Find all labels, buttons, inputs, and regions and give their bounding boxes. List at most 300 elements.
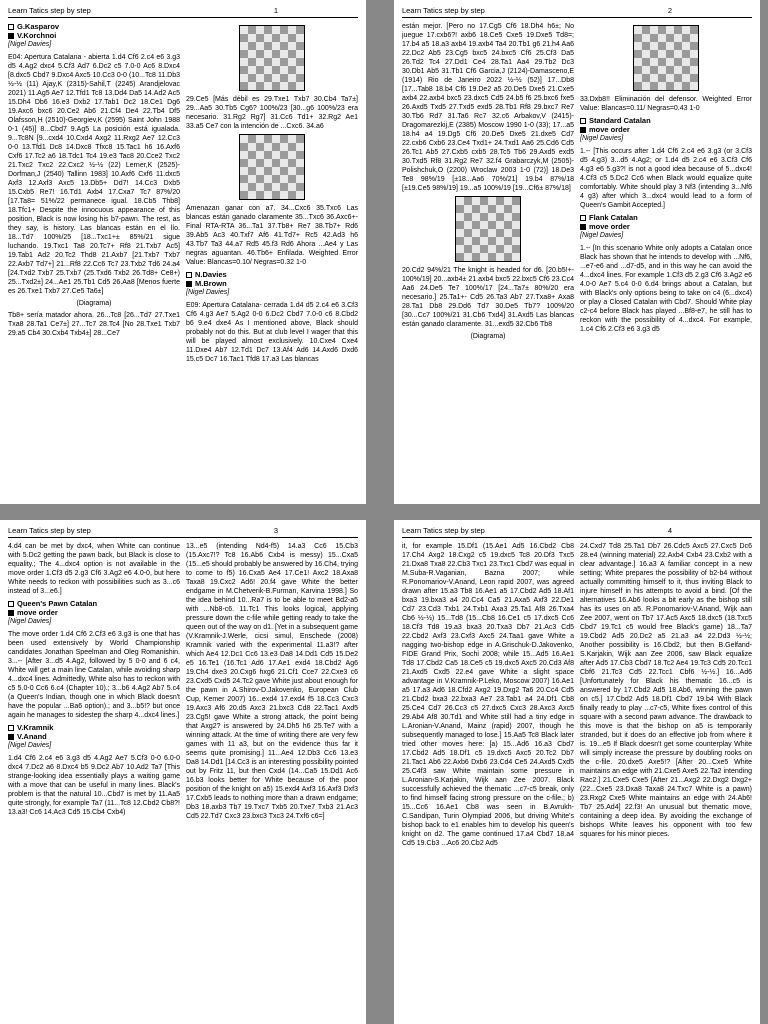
board-square xyxy=(464,197,472,205)
right-column xyxy=(186,542,358,824)
board-square xyxy=(272,167,280,175)
annotator: [Nigel Davies] xyxy=(580,135,624,142)
game-text: están mejor. [Pero no 17.Cg5 Cf6 18.Dh4 h6±; No juegue 17.cxb6?! axb6 18.Ce5 Cxe5 19.Dxe5 Td8=; 17.b4 a5 18.a3 axb4 19.axb4 Ta4 20.Tb1 g6 21.h4 Aa6 22.Dc2 Ab5 23.Cg5 bxc5 24.bxc5 Cf6 25.Cf3 Da5 26.Td2 Tc4 27.Dd1 Ce4 28.Ta1 Aa4 29.Tb2 Dc3 30.Db1 Ab5 31.Tb1 Cf6 Garcia,J (2124)-Damasceno,E (1914) Rio de Janeiro 2022 ½-½ (52)] 17...Db8 [17...Tab8 18.b4 Cf6 19.De2 a5 20.De5 Dxe5 21.Cxe5 axb4 22.axb4 bxc5 23.dxc5 Cd5 24.b5 f6 25.bxc6 fxe5 26.Axd5 Txd5 27.Txd5 exd5 28.Tb1 Rf8 29.bxc7 Re7 30.Tb6 Rd7 31.Ta6 Rc7 32.c6 Arbakov,V (2415)-Dragomarezkij,E (2385) Moscow 1990 1-0 (33); 17...a5 18.h4 a4 19.Dg5 Cf6 20.De5 Dxe5 21.dxe5 Cd7 22.cxb6 Cxb6 23.Ce4 Txd1+ 24.Txd1 Aa6 25.Cd6 Cd5 26.Tc1 Ab5 27.Cxb5 cxb5 28.Tc5 Tb6 29.Axd5 exd5 30.Txd5 Rf8 31.Rg2 Re7 32.f4 Grabarczyk,M (2505)-Polishchuk,O (2200) Wroclaw 2003 1-0 (72)] 18.De3 Te8 98%/19 [±18...Aa6 70%/21] 19.b4 87%/18 [±19.Ce5 98%/19] 19...a5 100%/19 [19...Cf6± 87%/18] xyxy=(402,23,574,192)
board-square xyxy=(464,221,472,229)
board-square xyxy=(256,66,264,74)
board-square xyxy=(512,197,520,205)
game-header xyxy=(186,270,358,297)
board-square xyxy=(288,175,296,183)
board-square xyxy=(264,66,272,74)
board-square xyxy=(288,135,296,143)
board-square xyxy=(264,74,272,82)
board-square xyxy=(674,66,682,74)
board-square xyxy=(296,58,304,66)
board-square xyxy=(658,34,666,42)
board-square xyxy=(256,74,264,82)
chess-board-diagram xyxy=(455,196,521,262)
board-square xyxy=(488,245,496,253)
board-square xyxy=(264,26,272,34)
board-square xyxy=(272,50,280,58)
board-square xyxy=(288,143,296,151)
board-square xyxy=(240,82,248,90)
black-square-icon xyxy=(8,33,14,39)
white-square-icon xyxy=(8,601,14,607)
board-square xyxy=(634,82,642,90)
board-square xyxy=(674,42,682,50)
board-square xyxy=(240,42,248,50)
board-square xyxy=(658,42,666,50)
board-square xyxy=(256,50,264,58)
game-text: 13...e5 (intending Nd4-f5) 14.a3 Cc6 15.Cb3 (15.Axc7!? Tc8 16.Ab6 Cxb4 is messy) 15...Cxa5 (15...e5 should probably be answered by 16.Ch4, trying to come to f5) 16.Cxa5 Ae4 17.Ce1! Axc2 18.Axa8 Taxa8 19.Cxc2 Ad6! 20.f4 gave White the better endgame in M.Chetverik-B.Furman, Karvina 1998.] So the idea behind 10...Ra7 is to be able to meet Bd2-a5 with ...Nb8-c6. 11.Tc1 This looks logical, applying pressure down the c-file while getting ready to take the queen out of the way on d1. [Yet in a subsequent game (V.Kramnik-J.Werle, cicsi simul, Enschede (2008) Kramnik varied with the experimental 11.a3!? after which Ae4 12.Dc1 Cc6 13.e3 Da8 14.Dd1 Cd5 15.De2 e5 16.Te1 (16.Tc1 Ad6 17.Ae1 exd4 18.Cbd2 Ag6 19.Ch4 dxe3 20.Cxg6 hxg6 21.Cf1 Cce7 22.Cxe3 c6 23.Cxd5 Cxd5 24.Tc2 gave White just about enough for the pawn in A.Shirov-D.Jakovenko, European Club Cup, Kemer 2007) 16...exd4 17.exd4 f5 18.Cc3 Cxc3 19.Axc3 Af6 20.d5 Axc3 21.bxc3 Cd8 22.Tac1 Axd5 23.Cg5! gave White a strong attack, the point being that Axg2? is answered by 24.Dh5 h6 25.Te7 with a winning attack. At the time of writing there are very few games with 11 a3, but on the evidence thus far it seems quite promising.] 11...Ae4 12.Db3 Cc6 13.e3 Da8 14.Dd1 [14.Cc3 is an interesting possibility pointed out by Fritz 11, but then Cxd4 (14...Ca5 15.Dd1 Ac6 16.b3 looks better for White because of the poor position of the knight on a5) 15.exd4 Axf3 16.Axf3 Dxf3 17.Cxb5 leads to nothing more than a drawn endgame; Db3 18.axb3 Tb7 19.Txc7 Txb5 20.Txe7 Txb3 21.Ac3 Cd5 22.Td7 Cxc3 23.bxc3 Txc3 24.Txf6 c6=] xyxy=(186,543,358,820)
board-square xyxy=(690,58,698,66)
board-square xyxy=(280,82,288,90)
annotator: [Nigel Davies] xyxy=(8,41,52,48)
board-square xyxy=(642,34,650,42)
board-square xyxy=(248,74,256,82)
board-square xyxy=(248,66,256,74)
board-square xyxy=(248,175,256,183)
board-square xyxy=(464,229,472,237)
game-header xyxy=(8,22,180,49)
board-square xyxy=(264,50,272,58)
board-square xyxy=(296,159,304,167)
section-subtitle: move order xyxy=(589,125,630,134)
board-square xyxy=(682,50,690,58)
white-square-icon xyxy=(580,118,586,124)
board-square xyxy=(658,50,666,58)
board-square xyxy=(264,183,272,191)
section-title: Queen's Pawn Catalan xyxy=(17,599,98,608)
board-square xyxy=(650,74,658,82)
board-square xyxy=(634,50,642,58)
board-square xyxy=(650,58,658,66)
board-square xyxy=(240,151,248,159)
board-square xyxy=(280,151,288,159)
board-square xyxy=(690,66,698,74)
board-square xyxy=(472,213,480,221)
white-square-icon xyxy=(8,725,14,731)
page-number: 1 xyxy=(273,6,278,15)
board-square xyxy=(280,26,288,34)
board-square xyxy=(504,205,512,213)
board-square xyxy=(464,253,472,261)
black-square-icon xyxy=(8,734,14,740)
board-square xyxy=(272,58,280,66)
chess-board-diagram xyxy=(239,25,305,91)
board-square xyxy=(272,159,280,167)
game-header xyxy=(8,599,180,626)
board-square xyxy=(472,229,480,237)
board-square xyxy=(272,26,280,34)
board-square xyxy=(288,191,296,199)
board-square xyxy=(682,66,690,74)
board-square xyxy=(280,74,288,82)
board-square xyxy=(288,50,296,58)
board-square xyxy=(488,213,496,221)
board-square xyxy=(642,82,650,90)
board-square xyxy=(512,213,520,221)
board-square xyxy=(240,135,248,143)
game-header xyxy=(580,116,752,143)
left-column xyxy=(402,22,574,344)
page-header xyxy=(8,526,358,538)
board-square xyxy=(666,74,674,82)
book-title: Learn Tatics step by step xyxy=(402,526,485,535)
page-number: 4 xyxy=(667,526,672,535)
board-square xyxy=(240,50,248,58)
board-square xyxy=(280,50,288,58)
board-square xyxy=(480,213,488,221)
game-text: Amenazan ganar con a7. 34...Cxc6 35.Txc6 Las blancas están ganado claramente 35...Txc6 36.Axc6+- Final RTA-RTA 36...Ta1 37.Tb8+ Re7 38.Tb7+ Rd6 39.Ab5 Ac3 40.Txf7 Af6 41.Td7+ Rc5 42.Ad3 h6 43.Tb7 Ta3 44.a7 Rd5 45.f3 Rd6 Ahora ...Ae4 y Las negras aguantan. 46.Tb6+ Enfilada. Weighted Error Value: Blancas=0.10/ Negras=0.32 1-0 xyxy=(186,205,358,266)
board-square xyxy=(504,213,512,221)
white-player: G.Kasparov xyxy=(17,22,60,31)
board-square xyxy=(464,213,472,221)
board-square xyxy=(480,245,488,253)
right-column xyxy=(186,22,358,367)
diagram-caption: (Diagrama) xyxy=(76,300,112,307)
annotator: [Nigel Davies] xyxy=(8,742,52,749)
board-square xyxy=(240,66,248,74)
game-text: Tb8+ sería matador ahora. 26...Tc8 [26...Td7 27.Txe1 Txa8 28.Ta1 Ce7±] 27...Tc7 28.Tc4 [No 28.Txe1 Txb7 29.a5 Cb4 30.Cxb4 Txb4±] 28...Ce7 xyxy=(8,312,180,337)
board-square xyxy=(272,42,280,50)
board-square xyxy=(642,42,650,50)
board-square xyxy=(666,26,674,34)
board-square xyxy=(690,74,698,82)
board-square xyxy=(658,74,666,82)
board-square xyxy=(272,143,280,151)
board-square xyxy=(642,58,650,66)
board-square xyxy=(264,143,272,151)
board-square xyxy=(456,237,464,245)
board-square xyxy=(264,58,272,66)
board-square xyxy=(256,143,264,151)
board-square xyxy=(682,34,690,42)
page-header xyxy=(402,6,752,18)
board-square xyxy=(272,74,280,82)
diagram-caption: (Diagrama) xyxy=(470,333,506,340)
board-square xyxy=(288,159,296,167)
board-square xyxy=(296,66,304,74)
board-square xyxy=(272,191,280,199)
board-square xyxy=(456,253,464,261)
board-square xyxy=(240,167,248,175)
game-text: E04: Apertura Catalana - abierta 1.d4 Cf6 2.c4 e6 3.g3 d5 4.Ag2 dxc4 5.Cf3 Ad7 6.Dc2 c5 7.0-0 Ac6 8.Dxc4 [8.dxc5 Cbd7 9.Dxc4 Axc5 10.Cc3 0-0 (10...Tc8 11.Db3 ½-½ (11) Ajay,K (2315)-Sahil,T (2245) Arandjelovac 2021) 11.Ag5 Ae7 12.Tfd1 Tc8 13.Dd4 Da5 14.Ad2 Ac5 15.Dh4 Db6 16.e3 Dxb2 17.Tab1 Dc2 18.Ce1 Dg6 19.Axc6 bxc6 20.Ce2 Ab6 21.Cf4 De4 22.Tb4 Df5 Olafsson,H (2510)-Georgiev,K (2595) Saint John 1988 0-1 (45)] 8...Cbd7 9.Ag5 La posición está igualada. 9...Tc8N [9...cxd4 10.Cxd4 Axg2 11.Rxg2 Ae7 12.Cc3 0-0 13.Tfd1 Dc8 14.Dxc8 Tfxc8 15.Tac1 h6 16.Axf6 Cxf6 17.Tc2 a6 18.Tdc1 Tc4 19.e3 Tac8 20.Cce2 Txc2 21.Txc2 Txc2 22.Cxc2 ½-½ (22) Lerner,K (2525)-Dorfman,J (2540) Tallinn 1983] 10.Axf6 Cxf6 11.dxc5 Axf3 12.Axf3 Axc5 13.Db5+ Dd7! 14.Cc3 Dxb5 15.Cxb5 Re7! 16.Td1 Axb4 17.Cxa7 Tc7 87%/20 [17.Ta8= 51%/22 permanece igual. 18.Cb5 Thb8] 18.Tfc1+ Despite the innocuous appearance of this position, Black is now losing his b7-pawn. The rest, as they say, is history. Las blancas están en el lío. 18...Td7 100%/25 [18...Txc1+± 85%/21 sigue luchando. 19.Txc1 Ta8 20.Tc7+ Rf8 21.Txb7 Ac5] 19.Tab1 Ad2 20.Tc2 Thd8 21.Axb7 [21.Txb7 Txb7 22.Axb7 Td7+] 21...Rf8 22.Cc6 Tc7 23.Txb2 Td6 24.a4 [24.Txd2 Txb7 25.Txb7 (25.Txd6 Txb2 26.Td8+ Ce8+) 25...Txd2±] 24...Ae1 25.Tb1 Cd5 26.Aa8 [Menos fuerte es 26.Txe1 Txb7 27.Ce5 Ta6±] xyxy=(8,54,180,295)
board-square xyxy=(650,34,658,42)
board-square xyxy=(256,159,264,167)
white-square-icon xyxy=(8,24,14,30)
board-square xyxy=(496,205,504,213)
board-square xyxy=(248,50,256,58)
game-text: 20.Cd2 94%/21 The knight is headed for d6. [20.b5!+- 100%/19] 20...axb4± 21.axb4 bxc5 22.bxc5 Cf6 23.Cc4 Aa6 24.De5 Te7 100%/17 [24...Ta7± 80%/20 era necesario.] 25.Ta1+- Cd5 26.Ta3 Ab7 27.Txa8+ Axa8 28.Ta1 Db8 29.Dd6 Td7 30.De5 Tb7? 100%/20 [30...Cc7 100%/21 31.Cb6 Txd4] 31.Axd5 Las blancas están ganado claramente. 31...exd5 32.Cb6 Tb8 xyxy=(402,267,574,328)
annotator: [Nigel Davies] xyxy=(580,232,624,239)
board-square xyxy=(256,26,264,34)
board-square xyxy=(296,143,304,151)
board-square xyxy=(256,183,264,191)
board-square xyxy=(634,34,642,42)
board-square xyxy=(296,42,304,50)
board-square xyxy=(248,159,256,167)
book-title: Learn Tatics step by step xyxy=(402,6,485,15)
board-square xyxy=(496,229,504,237)
board-square xyxy=(280,66,288,74)
board-square xyxy=(248,151,256,159)
board-square xyxy=(272,135,280,143)
board-square xyxy=(472,197,480,205)
book-title: Learn Tatics step by step xyxy=(8,6,91,15)
board-square xyxy=(288,42,296,50)
board-square xyxy=(480,253,488,261)
game-text: E09: Apertura Catalana- cerrada 1.d4 d5 2.c4 e6 3.Cf3 Cf6 4.g3 Ae7 5.Ag2 0-0 6.Dc2 Cbd7 7.0-0 c6 8.Cbd2 b6 9.e4 dxe4 As I mentioned above, Black should probably not do this. But at club level I wager that this will be played almost exclusively. 10.Cxe4 Cxe4 11.Dxe4 Ab7 12.Td1 Dc7 13.Af4 Ad6 14.Axd6 Dxd6 15.c5 Dc7 16.Tac1 Tfd8 17.a3 Las blancas xyxy=(186,302,358,363)
left-column xyxy=(8,22,180,367)
board-square xyxy=(264,175,272,183)
board-square xyxy=(690,34,698,42)
board-square xyxy=(296,175,304,183)
right-column xyxy=(580,542,752,851)
board-square xyxy=(272,151,280,159)
board-square xyxy=(272,183,280,191)
board-square xyxy=(496,237,504,245)
board-square xyxy=(464,205,472,213)
page-1 xyxy=(0,0,366,504)
board-square xyxy=(650,42,658,50)
board-square xyxy=(472,221,480,229)
board-square xyxy=(248,135,256,143)
board-square xyxy=(634,26,642,34)
board-square xyxy=(472,205,480,213)
board-square xyxy=(690,42,698,50)
board-square xyxy=(248,143,256,151)
board-square xyxy=(256,58,264,66)
board-square xyxy=(240,159,248,167)
board-square xyxy=(682,82,690,90)
page-4 xyxy=(394,520,760,1024)
black-square-icon xyxy=(580,127,586,133)
board-square xyxy=(456,213,464,221)
board-square xyxy=(674,50,682,58)
board-square xyxy=(674,34,682,42)
board-square xyxy=(456,245,464,253)
board-square xyxy=(504,253,512,261)
board-square xyxy=(288,82,296,90)
board-square xyxy=(256,34,264,42)
board-square xyxy=(296,151,304,159)
board-square xyxy=(496,221,504,229)
board-square xyxy=(488,197,496,205)
board-square xyxy=(496,245,504,253)
game-text: 1.-- [In this scenario White only adopts a Catalan once Black has shown that he intends to develop with ...Nf6, ...e7-e6 and ...d7-d5, and in this way he can avoid the 4...dxc4 lines. For example 1.Cf3 d5 2.g3 Cf6 3.Ag2 e6 4.0-0 Ae7 5.c4 0-0 6.d4 brings about a Catalan, but with Black's only options being to take on c4 (6...dxc4) or play a Closed Catalan with Cbd7. Should White play c2-c4 before Black has played ...Bf8-e7, he still has to reckon with the possibility of 4...dxc4. For example, 1.c4 Cf6 2.Cf3 e6 3.g3 d5 xyxy=(580,245,752,333)
board-square xyxy=(280,143,288,151)
board-square xyxy=(634,58,642,66)
board-square xyxy=(272,34,280,42)
board-square xyxy=(272,82,280,90)
board-square xyxy=(264,82,272,90)
board-square xyxy=(674,58,682,66)
board-square xyxy=(248,42,256,50)
board-square xyxy=(256,167,264,175)
board-square xyxy=(682,42,690,50)
board-square xyxy=(280,175,288,183)
board-square xyxy=(240,34,248,42)
board-square xyxy=(256,151,264,159)
board-square xyxy=(280,135,288,143)
board-square xyxy=(480,229,488,237)
board-square xyxy=(456,197,464,205)
board-square xyxy=(496,253,504,261)
board-square xyxy=(666,66,674,74)
board-square xyxy=(248,82,256,90)
black-square-icon xyxy=(8,610,14,616)
board-square xyxy=(248,58,256,66)
board-square xyxy=(504,245,512,253)
game-header xyxy=(8,723,180,750)
board-square xyxy=(512,245,520,253)
board-square xyxy=(248,26,256,34)
board-square xyxy=(288,167,296,175)
board-square xyxy=(512,205,520,213)
white-player: N.Davies xyxy=(195,270,227,279)
board-square xyxy=(690,82,698,90)
white-square-icon xyxy=(186,272,192,278)
board-square xyxy=(296,74,304,82)
game-text: 24.Cxd7 Td8 25.Ta1 Db7 26.Cdc5 Axc5 27.Cxc5 Dc6 28.e4 (winning material) 22.Axb4 Cxb4 23.Cxb2 with a clear advantage.] 16.a3 A familiar concept in a new setting; White prepares the possibility of b2-b4 without actually committing himself to it, thus inviting Black to injure himself in his attempts to avoid a bind. [Of the alternatives 16.Ab6 looks a bit early as the bishop still has its uses on a5. R.Ponomariov-V.Anand, Wijk aan Zee 2007, went on Tb7 17.Ac5 Axc5 18.dxc5 (18.Txc5 Cbd7 19.Tc1 c5 would free Black's game) 18...Ta7 19.Cbd2 Ad5 20.Dc2 a5 21.a3 a4 22.Dd3 ½-½; Another possibility is 16.Cbd2, but then B.Gelfand-S.Karjakin, Wijk aan Zee 2006, saw Black equalize after Ad5 17.Cb3 Cbd7 18.Tc2 Ae4 19.Tc3 Cd5 20.Tcc1 Cbf6 21.Tc3 Cd5 22.Tcc1 Cbf6 ½-½.] 16...Ad6 [Unfortunately for Black his thematic 16...c5 is answered by 17.Cbd2 Ad5 18.Ab6, winning the pawn on c5.] 17.Cbd2 Ad5 18.Df1 Cbd7 19.b4 With Black finally ready to play ...c7-c5, White fixes control of this square with a second pawn advance. The drawback to this move is that the bishop on a5 is temporarily stranded, but it does do an effective job from where it is. 19...e5 If Black doesn't get some counterplay White will simply increase the pressure by doubling rooks on the c-file. 20.dxe5 Axe5!? [After 20...Cxe5 White maintains an edge with 21.Cxe5 Axe5 22.Ta2 intending Rac2.] 21.Cxe5 Cxe5 [After 21...Axg2 22.Dxg2 Dxg2+ (22...Cxe5 23.Dxa8 Taxa8 24.Txc7 White is a pawn) 23.Rxg2 Cxe5 White maintains an edge with 24.Ab6! Tb7 25.Ad4] 22.f3! An unusual but thematic move, containing a deep idea. By avoiding the exchange of bishops White leaves his opponent with too few squares for his minor pieces. xyxy=(580,543,752,838)
board-square xyxy=(240,191,248,199)
section-subtitle: move order xyxy=(589,222,630,231)
board-square xyxy=(296,82,304,90)
board-square xyxy=(240,74,248,82)
black-player: V.Anand xyxy=(17,732,47,741)
page-header xyxy=(402,526,752,538)
board-square xyxy=(642,50,650,58)
board-square xyxy=(280,159,288,167)
board-square xyxy=(248,191,256,199)
board-square xyxy=(264,34,272,42)
board-square xyxy=(650,66,658,74)
board-square xyxy=(642,26,650,34)
page-number: 2 xyxy=(667,6,672,15)
board-square xyxy=(504,229,512,237)
board-square xyxy=(658,26,666,34)
board-square xyxy=(296,183,304,191)
board-square xyxy=(666,82,674,90)
board-square xyxy=(480,237,488,245)
board-square xyxy=(248,34,256,42)
board-square xyxy=(488,237,496,245)
left-column xyxy=(8,542,180,824)
board-square xyxy=(264,135,272,143)
black-player: V.Korchnoi xyxy=(17,31,57,40)
board-square xyxy=(280,42,288,50)
board-square xyxy=(674,74,682,82)
board-square xyxy=(674,82,682,90)
game-text: The move order 1.d4 Cf6 2.Cf3 e6 3.g3 is one that has been used extensively by World Championship candidates Jonathan Speelman and Oleg Romanishin. 3...-- [After 3...d5 4.Ag2, followed by 5 0-0 and 6 c4, White will get a main line Catalan, while avoiding sharp 4...dxc4 lines. Admittedly, White also has to reckon with c5 5.0-0 Cc6 6.c4 (Chapter 10).; 3...b6 4.Ag2 Ab7 5.c4 (a Queen's Indian, though one in which Black doesn't have the popular ...Ba6 option).; and 3...b5!? but once again he manages to sidestep the sharp 4...dxc4 lines.] xyxy=(8,631,180,719)
board-square xyxy=(296,50,304,58)
board-square xyxy=(682,26,690,34)
board-square xyxy=(296,135,304,143)
board-square xyxy=(666,58,674,66)
board-square xyxy=(264,42,272,50)
page-3 xyxy=(0,520,366,1024)
right-column xyxy=(580,22,752,344)
board-square xyxy=(682,58,690,66)
board-square xyxy=(280,191,288,199)
board-square xyxy=(480,205,488,213)
board-square xyxy=(264,191,272,199)
board-square xyxy=(240,143,248,151)
board-square xyxy=(666,50,674,58)
board-square xyxy=(504,237,512,245)
board-square xyxy=(256,175,264,183)
game-text: 1.d4 Cf6 2.c4 e6 3.g3 d5 4.Ag2 Ae7 5.Cf3 0-0 6.0-0 dxc4 7.Dc2 a6 8.Dxc4 b5 9.Dc2 Ab7 10.Ad2 Ta7 [This strange-looking idea essentially plays a waiting game with a move that can be useful in many lines. Black's problem is that the natural 10...Cbd7 is met by 11.Aa5 quite strongly, for example Ta7 (11...Tc8 12.Cbd2 Cb8?! 13.a3! Cc6 14.Ac3 Cd5 15.Cb4 Cxb4) xyxy=(8,755,180,816)
board-square xyxy=(272,175,280,183)
board-square xyxy=(264,167,272,175)
board-square xyxy=(256,135,264,143)
board-square xyxy=(248,183,256,191)
board-square xyxy=(456,221,464,229)
board-square xyxy=(480,221,488,229)
board-square xyxy=(464,245,472,253)
board-square xyxy=(456,229,464,237)
board-square xyxy=(496,197,504,205)
board-square xyxy=(256,42,264,50)
black-square-icon xyxy=(580,224,586,230)
board-square xyxy=(248,167,256,175)
board-square xyxy=(296,26,304,34)
game-text: 29.Ce5 [Más débil es 29.Txe1 Txb7 30.Cb4 Ta7±] 29...Aa5 30.Tb5 Cg6? 100%/23 [30...g6 100%/23 era necesario. 31.Rg2 Rg7] 31.Cc6 Td1+ 32.Rg2 Ae1 33.a5 Ce7 con la intención de ...Cxc6. 34.a6 xyxy=(186,96,358,130)
board-square xyxy=(512,221,520,229)
board-square xyxy=(288,34,296,42)
board-square xyxy=(488,229,496,237)
board-square xyxy=(666,34,674,42)
page-header xyxy=(8,6,358,18)
board-square xyxy=(464,237,472,245)
board-square xyxy=(690,26,698,34)
board-square xyxy=(296,167,304,175)
game-text: it, for example 15.Df1 (15.Ae1 Ad5 16.Cbd2 Cb8 17.Ch4 Axg2 18.Cxg2 c5 19.dxc5 Tc8 20.Df3 Txc5 21.Dxa8 Txa8 22.Cb3 Txc1 23.Txc1 Cbd7 was equal in M.Suba-R.Vaganian, Bazna 2007; while R.Ponomariov-V.Anand, Leon rapid 2007, was agreed drawn after 15.a3 Tb8 16.Ae1 a5 17.Cbd2 Ad5 18.Af1 bxa3 19.bxa3 a4 20.Cc4 Ca5 21.Axa5 Axf3 22.De1 Cd7 23.Cd3 Txb1 24.Txb1 Axa3 25.Ta1 Af8 26.Txa4 Cb6 ½-½) 15...Td8 (15...Cb8 16.Ce1 c5 17.dxc5 Cc6 18.Cf3 Td8 19.a3 bxa3 20.Txa3 Db7 21.Ac3 Cd5 22.Cbd2 Axf3 23.Cxf3 Axc5 24.Taa1 gave White a nagging two-bishop edge in A.Grischuk-D.Jakovenko, FIDE Grand Prix, Sochi 2008; while 15...Ad5 16.Ae1 Td8 17.Cbd2 Ca5 18.Ce5 c5 19.dxc5 Axc5 20.Cd3 Af8 21.Axd5 Cxd5 22.e4 gave White a slight space advantage in V.Kramnik-P.Leko, Moscow 2007) 16.Ae1 a5 17.a3 Ad6 18.Cfd2 Axg2 19.Dxg2 Ta6 20.Cc4 Cd5 21.Cbd2 bxa3 22.bxa3 Ae7 23.Tab1 a4 24.Df1 Cb8 25.Ce4 Cd7 26.Cc3 c5 27.dxc5 Cxc3 28.Axc3 Axc5 29.Ab4 Af8 30.Td1 and White still had a tiny edge in L.Aronian-V.Anand, Mainz (rapid) 2007, though he subsequently managed to lose.] 15.Aa5 Tc8 Black later tried other moves here: [a) 15...Ad6 16.a3 Cbd7 17.Cbd2 Ad5 18.Df1 c5 19.dxc5 Axc5 20.Tc2 Db7 21.Tac1 Ab6 22.Axb6 Dxb6 23.Cd4 Ce5 24.Axd5 Cxd5 25.C4f3 saw White maintain some pressure in L.Aronian-S.Karjakin, Wijk aan Zee 2007. Black successfully achieved the thematic ...c7-c5 break, only to find himself facing strong pressure on the c-file.; b) 15...Cc6 16.Ae1 Cb8 was seen in B.Avrukh-C.Sandipan, Turin Olympiad 2006, but driving White's bishop back to e1 enables him to develop his queen's knight on d2. The game continued 17.a4 Cbd7 18.a4 Cd5 19.Cb3 ...Ac6 20.Cb2 Ad5 xyxy=(402,543,574,847)
board-square xyxy=(296,34,304,42)
board-square xyxy=(512,237,520,245)
board-square xyxy=(288,74,296,82)
board-square xyxy=(504,197,512,205)
game-text: 4.d4 can be met by dxc4, when White can continue with 5.Dc2 getting the pawn back, but Black is close to equality.; The 4...dxc4 option is not available in the move order 1.Cf3 d5 2.g3 Cf6 3.Ag2 e6 4.0-0, but here White needs to reckon with possibilities such as 3...c6 instead of 3...e6.] xyxy=(8,543,180,595)
chess-board-diagram xyxy=(239,134,305,200)
board-square xyxy=(240,58,248,66)
board-square xyxy=(288,183,296,191)
section-title: Standard Catalan xyxy=(589,116,651,125)
board-square xyxy=(650,26,658,34)
board-square xyxy=(280,183,288,191)
board-square xyxy=(264,159,272,167)
game-text: 33.Dxb8!! Eliminación del defensor. Weighted Error Value: Blancas=0.11/ Negras=0.43 1-0 xyxy=(580,96,752,112)
annotator: [Nigel Davies] xyxy=(186,289,230,296)
board-square xyxy=(650,82,658,90)
board-square xyxy=(264,151,272,159)
board-square xyxy=(288,58,296,66)
board-square xyxy=(666,42,674,50)
board-square xyxy=(634,66,642,74)
black-square-icon xyxy=(186,281,192,287)
left-column xyxy=(402,542,574,851)
board-square xyxy=(240,26,248,34)
black-player: M.Brown xyxy=(195,279,227,288)
board-square xyxy=(634,74,642,82)
board-square xyxy=(480,197,488,205)
section-subtitle: move order xyxy=(17,608,58,617)
game-header xyxy=(580,213,752,240)
board-square xyxy=(472,237,480,245)
board-square xyxy=(634,42,642,50)
board-square xyxy=(280,167,288,175)
board-square xyxy=(512,253,520,261)
